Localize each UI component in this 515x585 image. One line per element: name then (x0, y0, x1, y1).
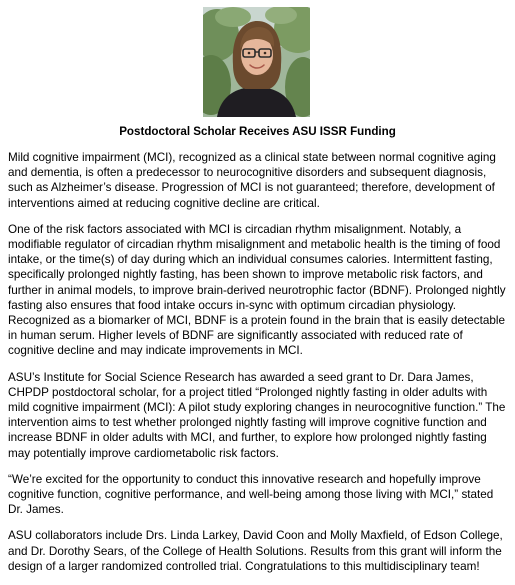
paragraph-circadian-risk: One of the risk factors associated with MCI is circadian rhythm misalignment. Notably, a modifiable regulator of circadian rhythm misalignment and metabolic health is the timing of food intake, or the time(s) of day during which an individual consumes calories. Intermittent fasting, specifically prolonged nightly fasting, has been shown to improve metabolic risk factors, and further in animal models, to improve brain-derived neurotrophic factor (BDNF). Prolonged nightly fasting also ensures that food intake occurs in-sync with optimum circadian physiology. Recognized as a biomarker of MCI, BDNF is a protein found in the brain that is easily detectable in human serum. Higher levels of BDNF are significantly associated with reduced rate of cognitive decline and may indicate improvements in MCI. (8, 222, 506, 358)
paragraph-collaborators: ASU collaborators include Drs. Linda Larkey, David Coon and Molly Maxfield, of Edson College, and Dr. Dorothy Sears, of the College of Health Solutions. Results from this grant will inform the design of a larger randomized controlled trial. Congratulations to this multidisciplinary team! (8, 529, 503, 573)
paragraph-mci-intro: Mild cognitive impairment (MCI), recognized as a clinical state between normal cognitive aging and dementia, is often a predecessor to neurocognitive disorders and subsequent diagnosis, such as Alzheimer’s disease. Progression of MCI is not guaranteed; therefore, development of interventions aimed at reducing cognitive decline are critical. (8, 151, 496, 210)
article-body (8, 150, 510, 585)
portrait-photo-image (203, 7, 310, 117)
portrait-photo (203, 7, 310, 117)
article-title: Postdoctoral Scholar Receives ASU ISSR Funding (119, 125, 396, 138)
paragraph-quote: “We’re excited for the opportunity to conduct this innovative research and hopefully improve cognitive function, cognitive performance, and well-being among those living with MCI,” stated Dr. James. (8, 472, 494, 517)
paragraph-seed-grant: ASU’s Institute for Social Science Research has awarded a seed grant to Dr. Dara James, CHPDP postdoctoral scholar, for a project titled “Prolonged nightly fasting in older adults with mild cognitive impairment (MCI): A pilot study exploring changes in neurocognitive function.” The intervention aims to test whether prolonged nightly fasting will improve cognitive function and increase BDNF in older adults with MCI, and further, to explore how prolonged nightly fasting may potentially improve cardiometabolic risk factors. (8, 370, 506, 460)
